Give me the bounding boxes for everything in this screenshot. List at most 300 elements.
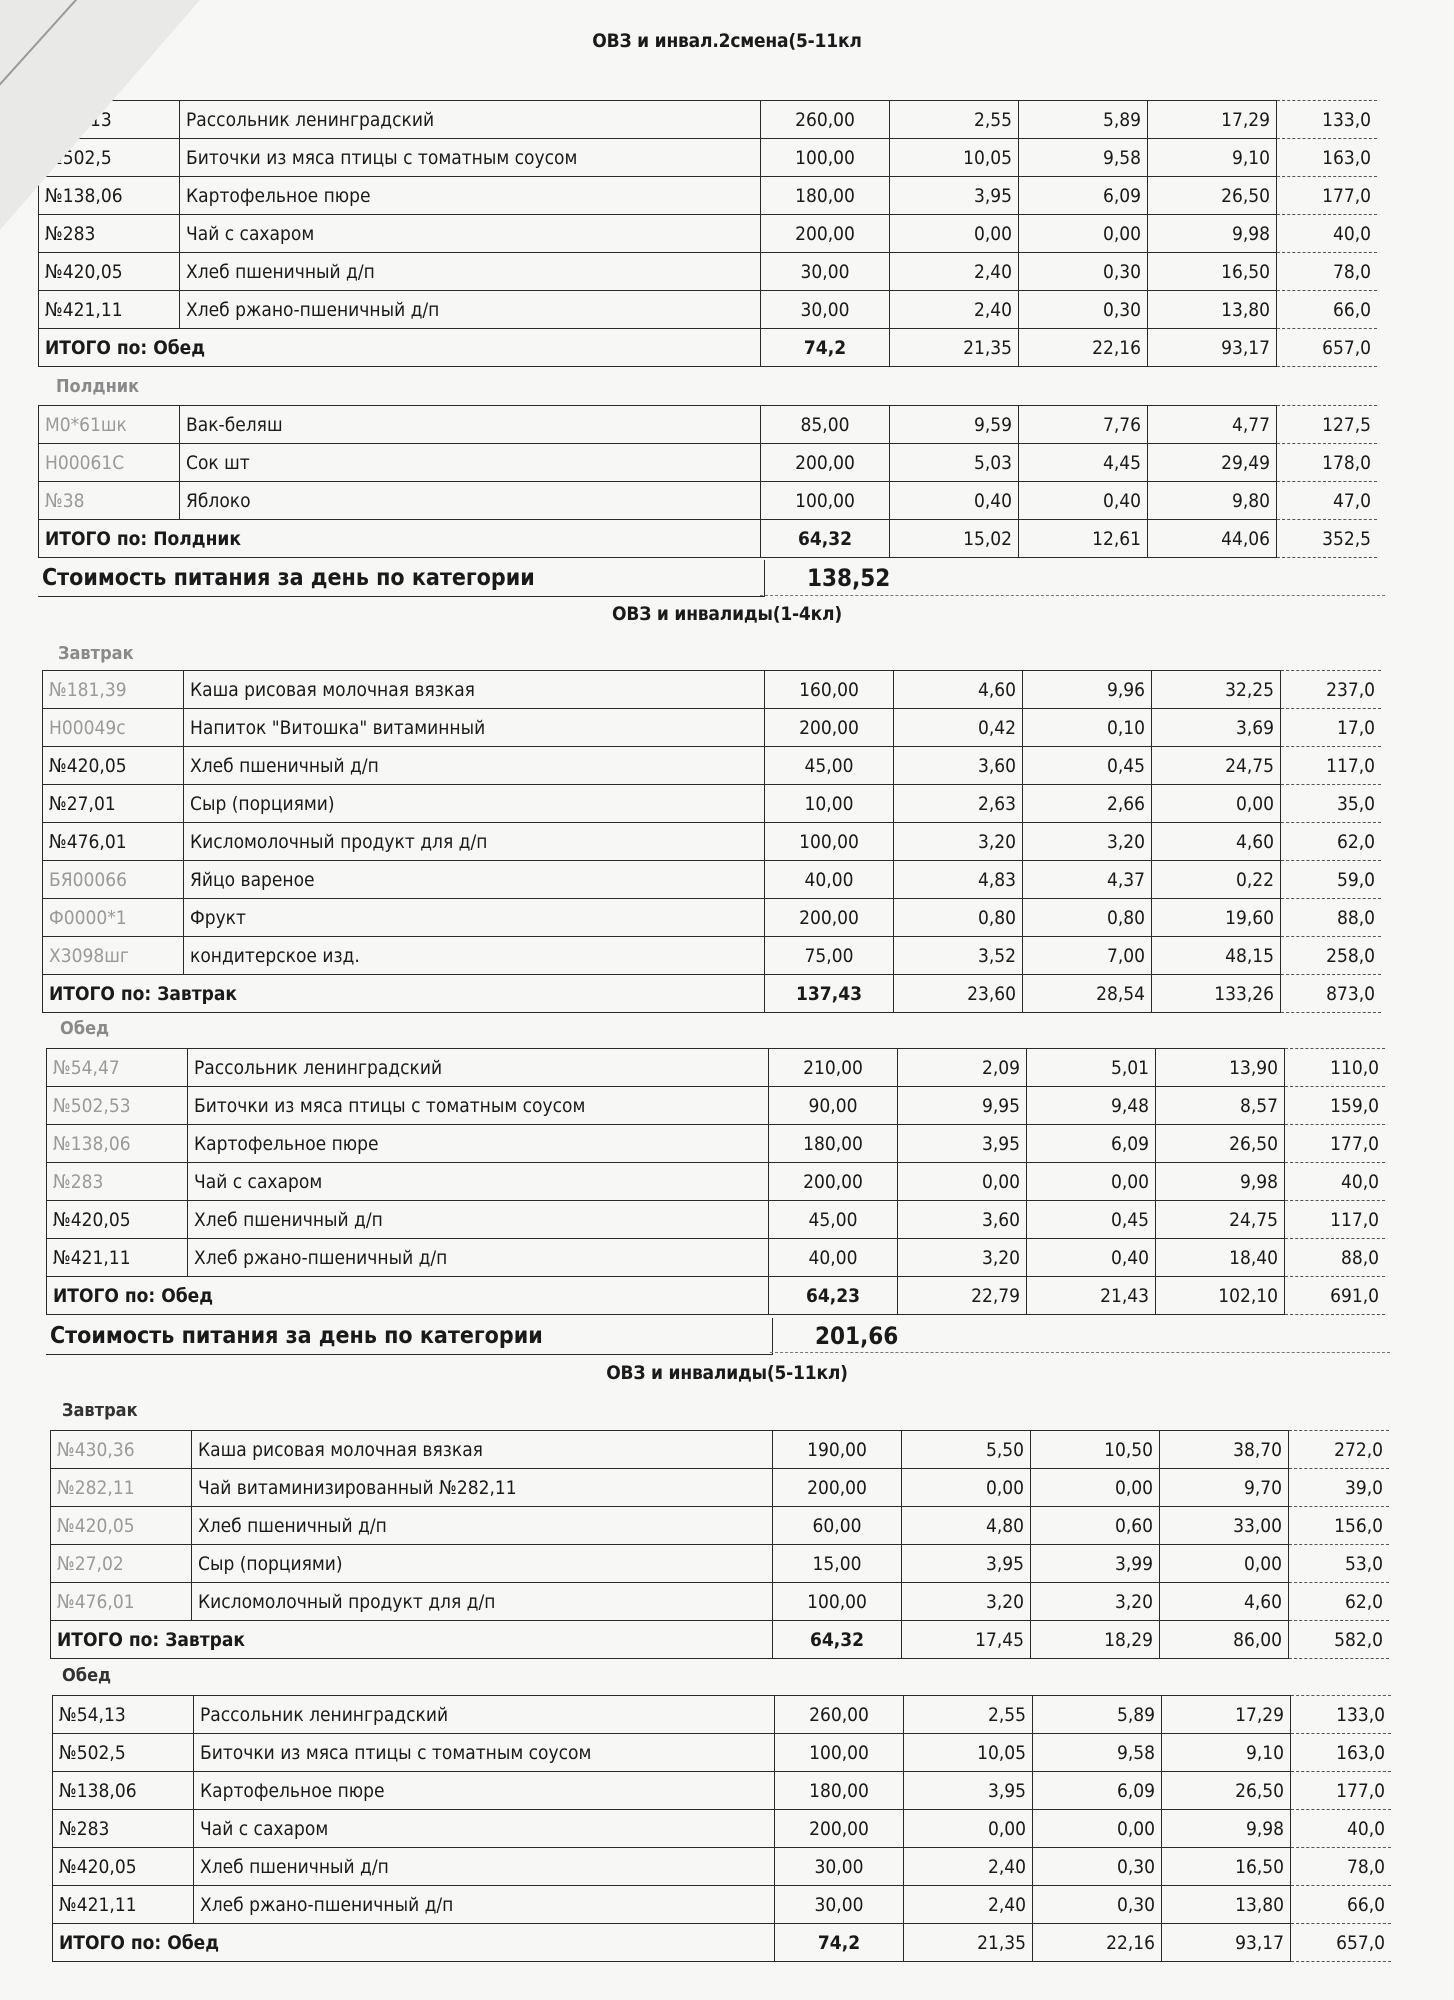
cell-code: №138,06 [53,1772,194,1810]
table-row [53,1810,1392,1848]
meal-label: Полдник [56,376,140,397]
cell-kcal: 40,0 [1291,1810,1392,1848]
cell-name: Сок шт [180,444,761,482]
cell-code: №283 [53,1810,194,1848]
cell-weight: 260,00 [761,101,890,139]
total-row [47,1277,1386,1315]
total-carbs: 93,17 [1162,1924,1291,1962]
cell-weight: 200,00 [769,1163,898,1201]
cell-kcal: 110,0 [1285,1049,1386,1087]
cell-carbs: 48,15 [1152,937,1281,975]
meal-label: Завтрак [58,643,134,664]
total-carbs: 133,26 [1152,975,1281,1013]
total-row [39,520,1378,558]
cell-carbs: 26,50 [1162,1772,1291,1810]
table-row [43,747,1382,785]
cell-carbs: 17,29 [1148,101,1277,139]
total-carbs: 93,17 [1148,329,1277,367]
table-row [53,1734,1392,1772]
total-fat: 12,61 [1019,520,1148,558]
cell-kcal: 62,0 [1289,1583,1390,1621]
cell-kcal: 177,0 [1285,1125,1386,1163]
cell-carbs: 8,57 [1156,1087,1285,1125]
cell-code: Ф0000*1 [43,899,184,937]
cell-kcal: 78,0 [1291,1848,1392,1886]
table-row [43,823,1382,861]
table-row [47,1087,1386,1125]
menu-table-breakfast [50,1430,1389,1659]
cell-fat: 0,30 [1033,1886,1162,1924]
cell-kcal: 35,0 [1281,785,1382,823]
cell-carbs: 9,10 [1162,1734,1291,1772]
table-row [39,482,1378,520]
table-row [39,406,1378,444]
cell-name: Хлеб пшеничный д/п [184,747,765,785]
cell-name: Чай витаминизированный №282,11 [192,1469,773,1507]
day-cost-value: 201,66 [815,1322,899,1350]
cell-name: Картофельное пюре [194,1772,775,1810]
cell-weight: 200,00 [761,444,890,482]
cell-code: №476,01 [43,823,184,861]
table-row [43,861,1382,899]
cell-protein: 3,20 [898,1239,1027,1277]
total-label: ИТОГО по: Обед [39,329,761,367]
cell-code: №27,01 [43,785,184,823]
cell-name: Хлеб пшеничный д/п [188,1201,769,1239]
cell-protein: 4,60 [894,671,1023,709]
cell-kcal: 133,0 [1277,101,1378,139]
cell-code: №27,02 [51,1545,192,1583]
total-price: 64,32 [761,520,890,558]
cell-code: №421,11 [39,291,180,329]
cell-weight: 30,00 [761,253,890,291]
table-row [47,1125,1386,1163]
cell-kcal: 39,0 [1289,1469,1390,1507]
cell-fat: 0,45 [1027,1201,1156,1239]
total-kcal: 582,0 [1289,1621,1390,1659]
cell-kcal: 272,0 [1289,1431,1390,1469]
cell-weight: 200,00 [765,709,894,747]
cell-kcal: 62,0 [1281,823,1382,861]
table-row [43,937,1382,975]
cell-name: Кисломолочный продукт для д/п [192,1583,773,1621]
cell-fat: 7,76 [1019,406,1148,444]
cell-weight: 30,00 [761,291,890,329]
cell-protein: 2,55 [890,101,1019,139]
total-row [53,1924,1392,1962]
cell-code: №476,01 [51,1583,192,1621]
cell-protein: 4,80 [902,1507,1031,1545]
cell-protein: 9,59 [890,406,1019,444]
cell-code: №502,5 [39,139,180,177]
table-row [39,139,1378,177]
cell-code: №502,53 [47,1087,188,1125]
day-cost-value: 138,52 [807,564,891,592]
menu-table-lunch [52,1695,1391,1962]
cell-code: №181,39 [43,671,184,709]
total-kcal: 873,0 [1281,975,1382,1013]
cell-weight: 45,00 [769,1201,898,1239]
cell-carbs: 18,40 [1156,1239,1285,1277]
cell-code: №420,05 [53,1848,194,1886]
cell-carbs: 33,00 [1160,1507,1289,1545]
total-price: 74,2 [775,1924,904,1962]
cell-fat: 6,09 [1019,177,1148,215]
cell-name: Чай с сахаром [194,1810,775,1848]
cell-protein: 3,20 [894,823,1023,861]
table-row [39,291,1378,329]
table-row [51,1431,1390,1469]
cell-code: №138,06 [47,1125,188,1163]
total-label: ИТОГО по: Завтрак [43,975,765,1013]
cell-carbs: 16,50 [1162,1848,1291,1886]
cell-protein: 3,60 [894,747,1023,785]
total-carbs: 102,10 [1156,1277,1285,1315]
total-kcal: 657,0 [1277,329,1378,367]
cell-kcal: 117,0 [1281,747,1382,785]
cell-fat: 4,45 [1019,444,1148,482]
cell-name: Каша рисовая молочная вязкая [192,1431,773,1469]
cell-weight: 15,00 [773,1545,902,1583]
cell-name: Сыр (порциями) [184,785,765,823]
cell-weight: 200,00 [765,899,894,937]
day-cost-label: Стоимость питания за день по категории [38,560,765,597]
cell-protein: 3,20 [902,1583,1031,1621]
cell-protein: 0,00 [890,215,1019,253]
cell-fat: 0,00 [1031,1469,1160,1507]
cell-carbs: 9,98 [1148,215,1277,253]
table-row [47,1239,1386,1277]
cell-name: Биточки из мяса птицы с томатным соусом [188,1087,769,1125]
cell-protein: 10,05 [904,1734,1033,1772]
table-row [47,1201,1386,1239]
cell-carbs: 9,80 [1148,482,1277,520]
cell-protein: 10,05 [890,139,1019,177]
cell-kcal: 17,0 [1281,709,1382,747]
table-row [43,671,1382,709]
cell-name: Яблоко [180,482,761,520]
cell-protein: 0,42 [894,709,1023,747]
cell-weight: 210,00 [769,1049,898,1087]
cell-name: Картофельное пюре [180,177,761,215]
table-row [43,899,1382,937]
cell-code: №420,05 [39,253,180,291]
total-carbs: 86,00 [1160,1621,1289,1659]
table-row [39,101,1378,139]
cell-code: Н00061С [39,444,180,482]
cell-kcal: 78,0 [1277,253,1378,291]
table-row [39,177,1378,215]
cell-weight: 200,00 [773,1469,902,1507]
table-row [47,1163,1386,1201]
cell-protein: 0,40 [890,482,1019,520]
table-row [53,1886,1392,1924]
cell-carbs: 9,10 [1148,139,1277,177]
cell-weight: 10,00 [765,785,894,823]
cell-name: Каша рисовая молочная вязкая [184,671,765,709]
cell-weight: 100,00 [761,482,890,520]
cell-name: Биточки из мяса птицы с томатным соусом [194,1734,775,1772]
cell-fat: 3,20 [1031,1583,1160,1621]
cell-protein: 0,00 [902,1469,1031,1507]
cell-kcal: 88,0 [1285,1239,1386,1277]
menu-table-breakfast [42,670,1381,1013]
cell-kcal: 258,0 [1281,937,1382,975]
cell-fat: 2,66 [1023,785,1152,823]
cell-code: М0*61шк [39,406,180,444]
cell-name: Фрукт [184,899,765,937]
cell-name: кондитерское изд. [184,937,765,975]
cell-weight: 30,00 [775,1886,904,1924]
cell-protein: 5,50 [902,1431,1031,1469]
cell-carbs: 0,22 [1152,861,1281,899]
total-fat: 21,43 [1027,1277,1156,1315]
cell-name: Рассольник ленинградский [188,1049,769,1087]
cell-fat: 0,00 [1019,215,1148,253]
cell-code: Х3098шг [43,937,184,975]
cell-carbs: 4,60 [1152,823,1281,861]
cell-carbs: 13,90 [1156,1049,1285,1087]
category-title: ОВЗ и инвалиды(5-11кл) [606,1362,848,1384]
cell-code: №502,5 [53,1734,194,1772]
cell-fat: 0,40 [1019,482,1148,520]
table-row [39,253,1378,291]
cell-kcal: 159,0 [1285,1087,1386,1125]
total-protein: 15,02 [890,520,1019,558]
cell-weight: 100,00 [765,823,894,861]
total-price: 137,43 [765,975,894,1013]
cell-weight: 40,00 [769,1239,898,1277]
total-row [39,329,1378,367]
cell-code: №283 [47,1163,188,1201]
cell-kcal: 127,5 [1277,406,1378,444]
cell-fat: 0,10 [1023,709,1152,747]
table-row [51,1583,1390,1621]
cell-kcal: 53,0 [1289,1545,1390,1583]
cell-protein: 0,80 [894,899,1023,937]
cell-fat: 10,50 [1031,1431,1160,1469]
cell-carbs: 13,80 [1162,1886,1291,1924]
cell-kcal: 47,0 [1277,482,1378,520]
total-protein: 22,79 [898,1277,1027,1315]
cell-protein: 2,40 [904,1848,1033,1886]
cell-kcal: 40,0 [1277,215,1378,253]
cell-kcal: 66,0 [1277,291,1378,329]
cell-weight: 180,00 [769,1125,898,1163]
cell-protein: 2,63 [894,785,1023,823]
cell-kcal: 117,0 [1285,1201,1386,1239]
cell-protein: 3,95 [898,1125,1027,1163]
table-row [53,1772,1392,1810]
total-label: ИТОГО по: Обед [47,1277,769,1315]
cell-protein: 0,00 [904,1810,1033,1848]
cell-code: №421,11 [53,1886,194,1924]
total-kcal: 352,5 [1277,520,1378,558]
total-kcal: 657,0 [1291,1924,1392,1962]
cell-code: №54,47 [47,1049,188,1087]
table-row [43,785,1382,823]
total-price: 64,32 [773,1621,902,1659]
cell-protein: 5,03 [890,444,1019,482]
category-title: ОВЗ и инвал.2смена(5-11кл [592,30,862,52]
cell-fat: 0,30 [1019,291,1148,329]
cell-kcal: 133,0 [1291,1696,1392,1734]
cell-code: Н00049с [43,709,184,747]
total-protein: 17,45 [902,1621,1031,1659]
cell-kcal: 156,0 [1289,1507,1390,1545]
cell-code: №283 [39,215,180,253]
cell-name: Чай с сахаром [180,215,761,253]
menu-table-lunch [46,1048,1385,1315]
cell-fat: 0,80 [1023,899,1152,937]
cell-weight: 75,00 [765,937,894,975]
page-fold-corner [0,0,200,230]
cell-name: Хлеб ржано-пшеничный д/п [188,1239,769,1277]
cell-code: №138,06 [39,177,180,215]
cell-carbs: 0,00 [1152,785,1281,823]
cell-weight: 160,00 [765,671,894,709]
menu-table-lunch [38,100,1377,367]
cell-fat: 0,00 [1027,1163,1156,1201]
cell-weight: 100,00 [773,1583,902,1621]
table-row [51,1545,1390,1583]
cell-carbs: 0,00 [1160,1545,1289,1583]
cell-weight: 90,00 [769,1087,898,1125]
cell-weight: 30,00 [775,1848,904,1886]
cell-carbs: 9,98 [1156,1163,1285,1201]
cell-fat: 5,89 [1033,1696,1162,1734]
cell-protein: 4,83 [894,861,1023,899]
cell-weight: 100,00 [775,1734,904,1772]
cell-name: Картофельное пюре [188,1125,769,1163]
cell-weight: 200,00 [775,1810,904,1848]
cell-fat: 0,30 [1019,253,1148,291]
cell-kcal: 237,0 [1281,671,1382,709]
cell-fat: 6,09 [1027,1125,1156,1163]
cell-fat: 3,20 [1023,823,1152,861]
cell-code: №421,11 [47,1239,188,1277]
cell-weight: 190,00 [773,1431,902,1469]
cell-carbs: 29,49 [1148,444,1277,482]
cell-fat: 9,58 [1019,139,1148,177]
menu-table-snack [38,405,1377,558]
cell-name: Хлеб пшеничный д/п [194,1848,775,1886]
total-label: ИТОГО по: Обед [53,1924,775,1962]
cell-code: №54,13 [53,1696,194,1734]
cell-weight: 40,00 [765,861,894,899]
total-carbs: 44,06 [1148,520,1277,558]
cell-kcal: 177,0 [1291,1772,1392,1810]
cell-kcal: 59,0 [1281,861,1382,899]
cell-carbs: 19,60 [1152,899,1281,937]
cell-weight: 45,00 [765,747,894,785]
cell-name: Рассольник ленинградский [180,101,761,139]
category-title: ОВЗ и инвалиды(1-4кл) [612,603,842,625]
table-row [39,444,1378,482]
cell-carbs: 13,80 [1148,291,1277,329]
cell-code: №420,05 [47,1201,188,1239]
cell-fat: 4,37 [1023,861,1152,899]
cell-kcal: 163,0 [1277,139,1378,177]
day-cost-label: Стоимость питания за день по категории [46,1318,773,1355]
cell-name: Чай с сахаром [188,1163,769,1201]
divider [760,595,1385,596]
total-row [43,975,1382,1013]
cell-protein: 2,40 [890,291,1019,329]
total-price: 64,23 [769,1277,898,1315]
table-row [39,215,1378,253]
table-row [53,1696,1392,1734]
cell-weight: 180,00 [775,1772,904,1810]
cell-carbs: 4,77 [1148,406,1277,444]
meal-label: Обед [60,1018,110,1039]
total-fat: 18,29 [1031,1621,1160,1659]
total-row [51,1621,1390,1659]
total-protein: 21,35 [904,1924,1033,1962]
cell-carbs: 38,70 [1160,1431,1289,1469]
cell-protein: 3,95 [902,1545,1031,1583]
cell-weight: 180,00 [761,177,890,215]
total-protein: 21,35 [890,329,1019,367]
total-fat: 22,16 [1033,1924,1162,1962]
cell-name: Хлеб ржано-пшеничный д/п [180,291,761,329]
cell-carbs: 24,75 [1152,747,1281,785]
cell-carbs: 9,98 [1162,1810,1291,1848]
total-protein: 23,60 [894,975,1023,1013]
cell-protein: 9,95 [898,1087,1027,1125]
cell-carbs: 16,50 [1148,253,1277,291]
cell-name: Хлеб ржано-пшеничный д/п [194,1886,775,1924]
cell-carbs: 32,25 [1152,671,1281,709]
cell-weight: 85,00 [761,406,890,444]
cell-protein: 3,52 [894,937,1023,975]
cell-carbs: 24,75 [1156,1201,1285,1239]
cell-fat: 0,30 [1033,1848,1162,1886]
cell-fat: 0,45 [1023,747,1152,785]
cell-kcal: 88,0 [1281,899,1382,937]
cell-code: №38 [39,482,180,520]
divider [770,1352,1390,1353]
cell-code: №54,13 [39,101,180,139]
cell-protein: 3,95 [904,1772,1033,1810]
cell-fat: 5,01 [1027,1049,1156,1087]
cell-kcal: 177,0 [1277,177,1378,215]
cell-carbs: 3,69 [1152,709,1281,747]
meal-label: Завтрак [62,1400,138,1421]
cell-code: №430,36 [51,1431,192,1469]
cell-kcal: 163,0 [1291,1734,1392,1772]
cell-fat: 6,09 [1033,1772,1162,1810]
cell-carbs: 17,29 [1162,1696,1291,1734]
cell-fat: 0,00 [1033,1810,1162,1848]
cell-name: Рассольник ленинградский [194,1696,775,1734]
cell-kcal: 66,0 [1291,1886,1392,1924]
cell-kcal: 40,0 [1285,1163,1386,1201]
total-label: ИТОГО по: Полдник [39,520,761,558]
cell-protein: 3,60 [898,1201,1027,1239]
cell-fat: 9,96 [1023,671,1152,709]
total-kcal: 691,0 [1285,1277,1386,1315]
cell-protein: 0,00 [898,1163,1027,1201]
cell-fat: 9,48 [1027,1087,1156,1125]
cell-protein: 3,95 [890,177,1019,215]
cell-carbs: 4,60 [1160,1583,1289,1621]
cell-weight: 260,00 [775,1696,904,1734]
table-row [51,1469,1390,1507]
cell-fat: 5,89 [1019,101,1148,139]
cell-name: Хлеб пшеничный д/п [180,253,761,291]
cell-protein: 2,09 [898,1049,1027,1087]
